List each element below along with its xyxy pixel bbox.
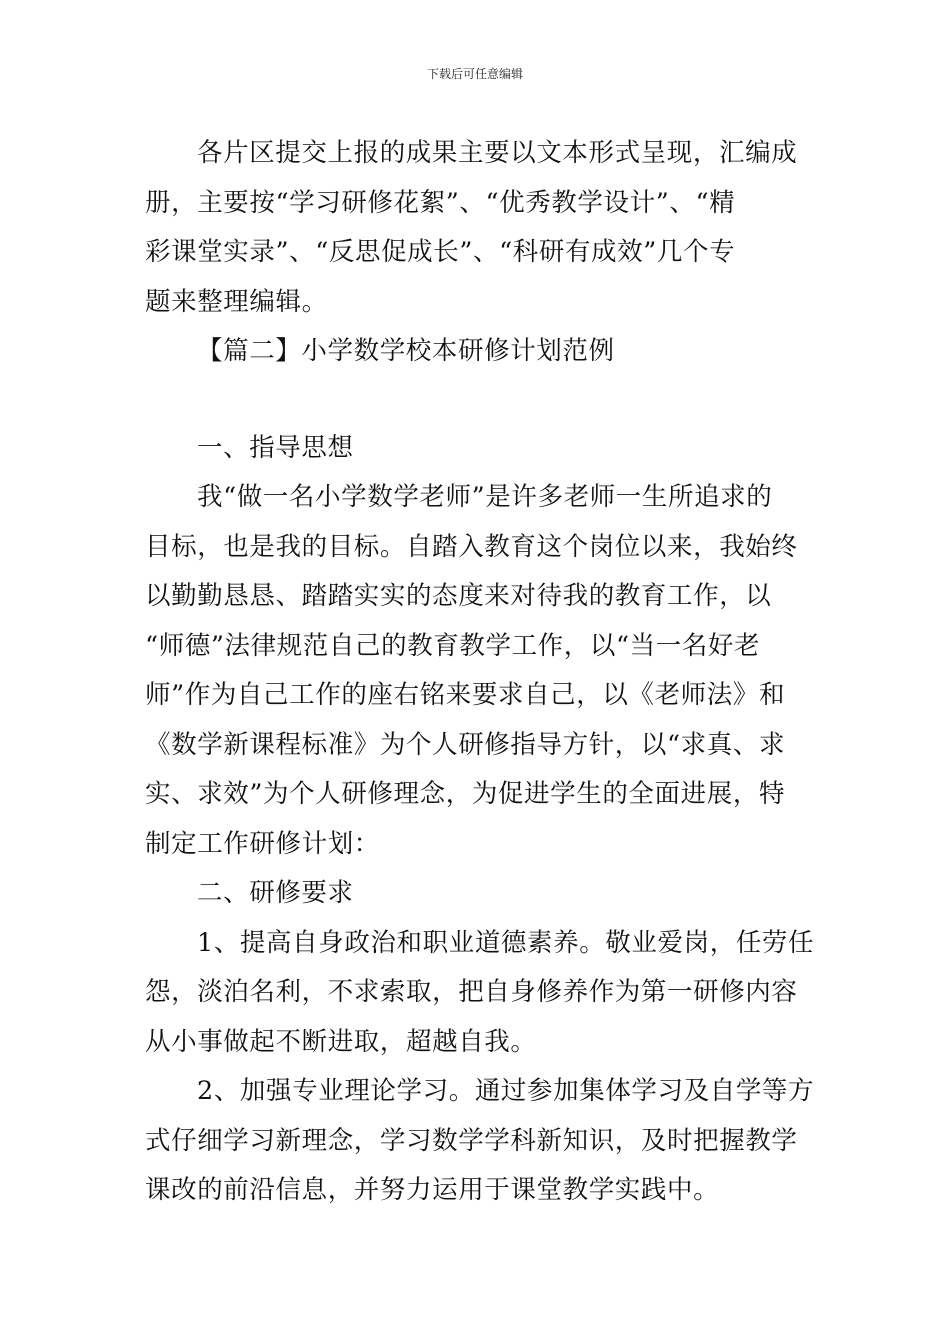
paragraph-line: 彩课堂实录”、“反思促成长”、“科研有成效”几个专	[145, 237, 736, 267]
paragraph-line: 2、加强专业理论学习。通过参加集体学习及自学等方	[197, 1076, 815, 1106]
paragraph-requirement-2	[145, 1067, 815, 1216]
paragraph-line: 制定工作研修计划：	[145, 828, 380, 859]
paragraph-line: 册，主要按“学习研修花絮”、“优秀教学设计”、“精	[145, 187, 736, 218]
paragraph-line: 我“做一名小学数学老师”是许多老师一生所追求的	[197, 482, 773, 512]
heading-study-requirements: 二、研修要求	[197, 878, 354, 908]
page-header: 下载后可任意编辑	[426, 67, 523, 81]
paragraph-line: 实、求效”为个人研修理念，为促进学生的全面进展，特	[145, 779, 786, 809]
paragraph-line: 目标，也是我的目标。自踏入教育这个岗位以来，我始终	[145, 531, 798, 562]
paragraph-line: 式仔细学习新理念，学习数学学科新知识，及时把握教学	[145, 1125, 798, 1156]
paragraph-line: 《数学新课程标准》为个人研修指导方针，以“求真、求	[145, 729, 786, 760]
document-body	[145, 129, 815, 1216]
section-title: 【篇二】小学数学校本研修计划范例	[197, 336, 615, 366]
paragraph-line: 题来整理编辑。	[145, 286, 328, 317]
blank-spacer	[145, 377, 807, 424]
paragraph-requirement-1	[145, 919, 815, 1068]
paragraph-results-submission	[145, 129, 807, 327]
heading-guiding-ideology: 一、指导思想	[197, 432, 354, 463]
paragraph-line: 1、提高自身政治和职业道德素养。敬业爱岗，任劳任	[197, 927, 815, 958]
paragraph-line: 各片区提交上报的成果主要以文本形式呈现，汇编成	[197, 138, 798, 168]
paragraph-guiding-ideology	[145, 473, 807, 869]
paragraph-line: 师”作为自己工作的座右铭来要求自己，以《老师法》和	[145, 680, 786, 710]
paragraph-line: 从小事做起不断进取，超越自我。	[145, 1026, 537, 1057]
paragraph-line: 以勤勤恳恳、踏踏实实的态度来对待我的教育工作，以	[145, 581, 772, 611]
paragraph-line: “师德”法律规范自己的教育教学工作，以“当一名好老	[145, 630, 761, 661]
paragraph-line: 课改的前沿信息，并努力运用于课堂教学实践中。	[145, 1175, 720, 1205]
paragraph-line: 怨，淡泊名利，不求索取，把自身修养作为第一研修内容	[145, 977, 798, 1007]
